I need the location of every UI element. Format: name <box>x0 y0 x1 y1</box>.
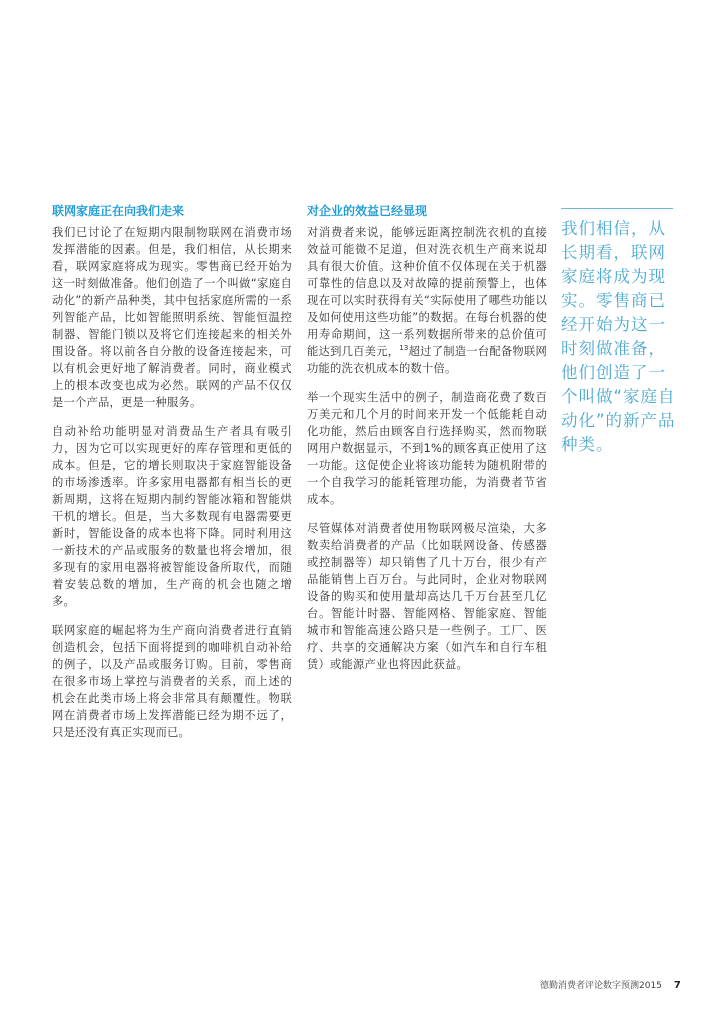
paragraph: 我们已讨论了在短期内限制物联网在消费市场发挥潜能的因素。但是，我们相信，从长期来看，联网家庭将成为现实。零售商已经开始为这一时刻做准备。他们创造了一个叫做“家庭自动化”的新产品种类，其中包括家庭所需的一系列智能产品，比如智能照明系统、智能恒温控制器、智能门锁以及将它们连接起来的相关外围设备。将以前各自分散的设备连接起来，可以有机会更好地了解消费者。同时，商业模式上的根本改变也成为必然。联网的产品不仅仅是一个产品，更是一种服务。 <box>52 226 292 409</box>
paragraph-text: 对消费者来说，能够远距离控制洗衣机的直接效益可能微不足道，但对洗衣机生产商来说却具有很大价值。这种价值不仅体现在关于机器可靠性的信息以及对故障的提前预警上，也体现在可以实时获得有关“实际使用了哪些功能以及如何使用这些功能”的数据。在每台机器的使用寿命期间，这一系列数据所带来的总价值可能达到几百美元， <box>307 226 547 358</box>
paragraph: 举一个现实生活中的例子，制造商花费了数百万美元和几个月的时间来开发一个低能耗自动化功能，然后由顾客自行选择购买，然而物联网用户数据显示，不到1%的顾客真正使用了这一功能。这促使企业将该功能转为随机附带的一个自我学习的能耗管理功能，为消费者节省成本。 <box>307 391 547 506</box>
section-heading-connected-home: 联网家庭正在向我们走来 <box>52 204 185 218</box>
footnote-reference[interactable]: 13 <box>399 344 409 353</box>
pull-quote-text: 我们相信，从长期看，联网家庭将成为现实。零售商已经开始为这一时刻做准备，他们创造了一个叫做“家庭自动化”的新产品种类。 <box>561 219 676 454</box>
left-column <box>52 203 292 753</box>
paragraph: 尽管媒体对消费者使用物联网极尽渲染，大多数卖给消费者的产品（比如联网设备、传感器或控制器等）却只销售了几十万台，很少有产品能销售上百万台。与此同时，企业对物联网设备的购买和使用量却高达几千万台甚至几亿台。智能计时器、智能网格、智能家庭、智能城市和智能高速公路只是一些例子。工厂、医疗、共享的交通解决方案（如汽车和自行车租赁）或能源产业也将因此获益。 <box>307 522 547 671</box>
page-footer <box>540 978 681 991</box>
section-heading-enterprise-benefits: 对企业的效益已经显现 <box>307 204 428 218</box>
paragraph-text: 超过了制造一台配备物联网功能的洗衣机成本的数十倍。 <box>307 345 547 375</box>
paragraph <box>307 224 547 377</box>
page-number: 7 <box>673 980 681 991</box>
pull-quote-divider <box>561 208 673 209</box>
paragraph: 联网家庭的崛起将为生产商向消费者进行直销创造机会，包括下面将提到的咖啡机自动补给的例子，以及产品或服务订购。目前，零售商在很多市场上掌控与消费者的关系，而上述的机会在此类市场上将会非常具有颠覆性。物联网在消费者市场上发挥潜能已经为期不远了，只是还没有真正实现而已。 <box>52 624 292 739</box>
middle-column <box>307 203 547 685</box>
pull-quote <box>561 208 677 457</box>
paragraph: 自动补给功能明显对消费品生产者具有吸引力，因为它可以实现更好的库存管理和更低的成本。但是，它的增长则取决于家庭智能设备的市场渗透率。许多家用电器都有相当长的更新周期，这将在短期内制约智能冰箱和智能烘干机的增长。但是，当大多数现有电器需要更新时，智能设备的成本也将下降。同时利用这一新技术的产品或服务的数量也将会增加，很多现有的家用电器将被智能设备所取代，而随着安装总数的增加，生产商的机会也随之增多。 <box>52 425 292 608</box>
publication-title: 德勤消费者评论数字预测2015 <box>540 981 662 991</box>
